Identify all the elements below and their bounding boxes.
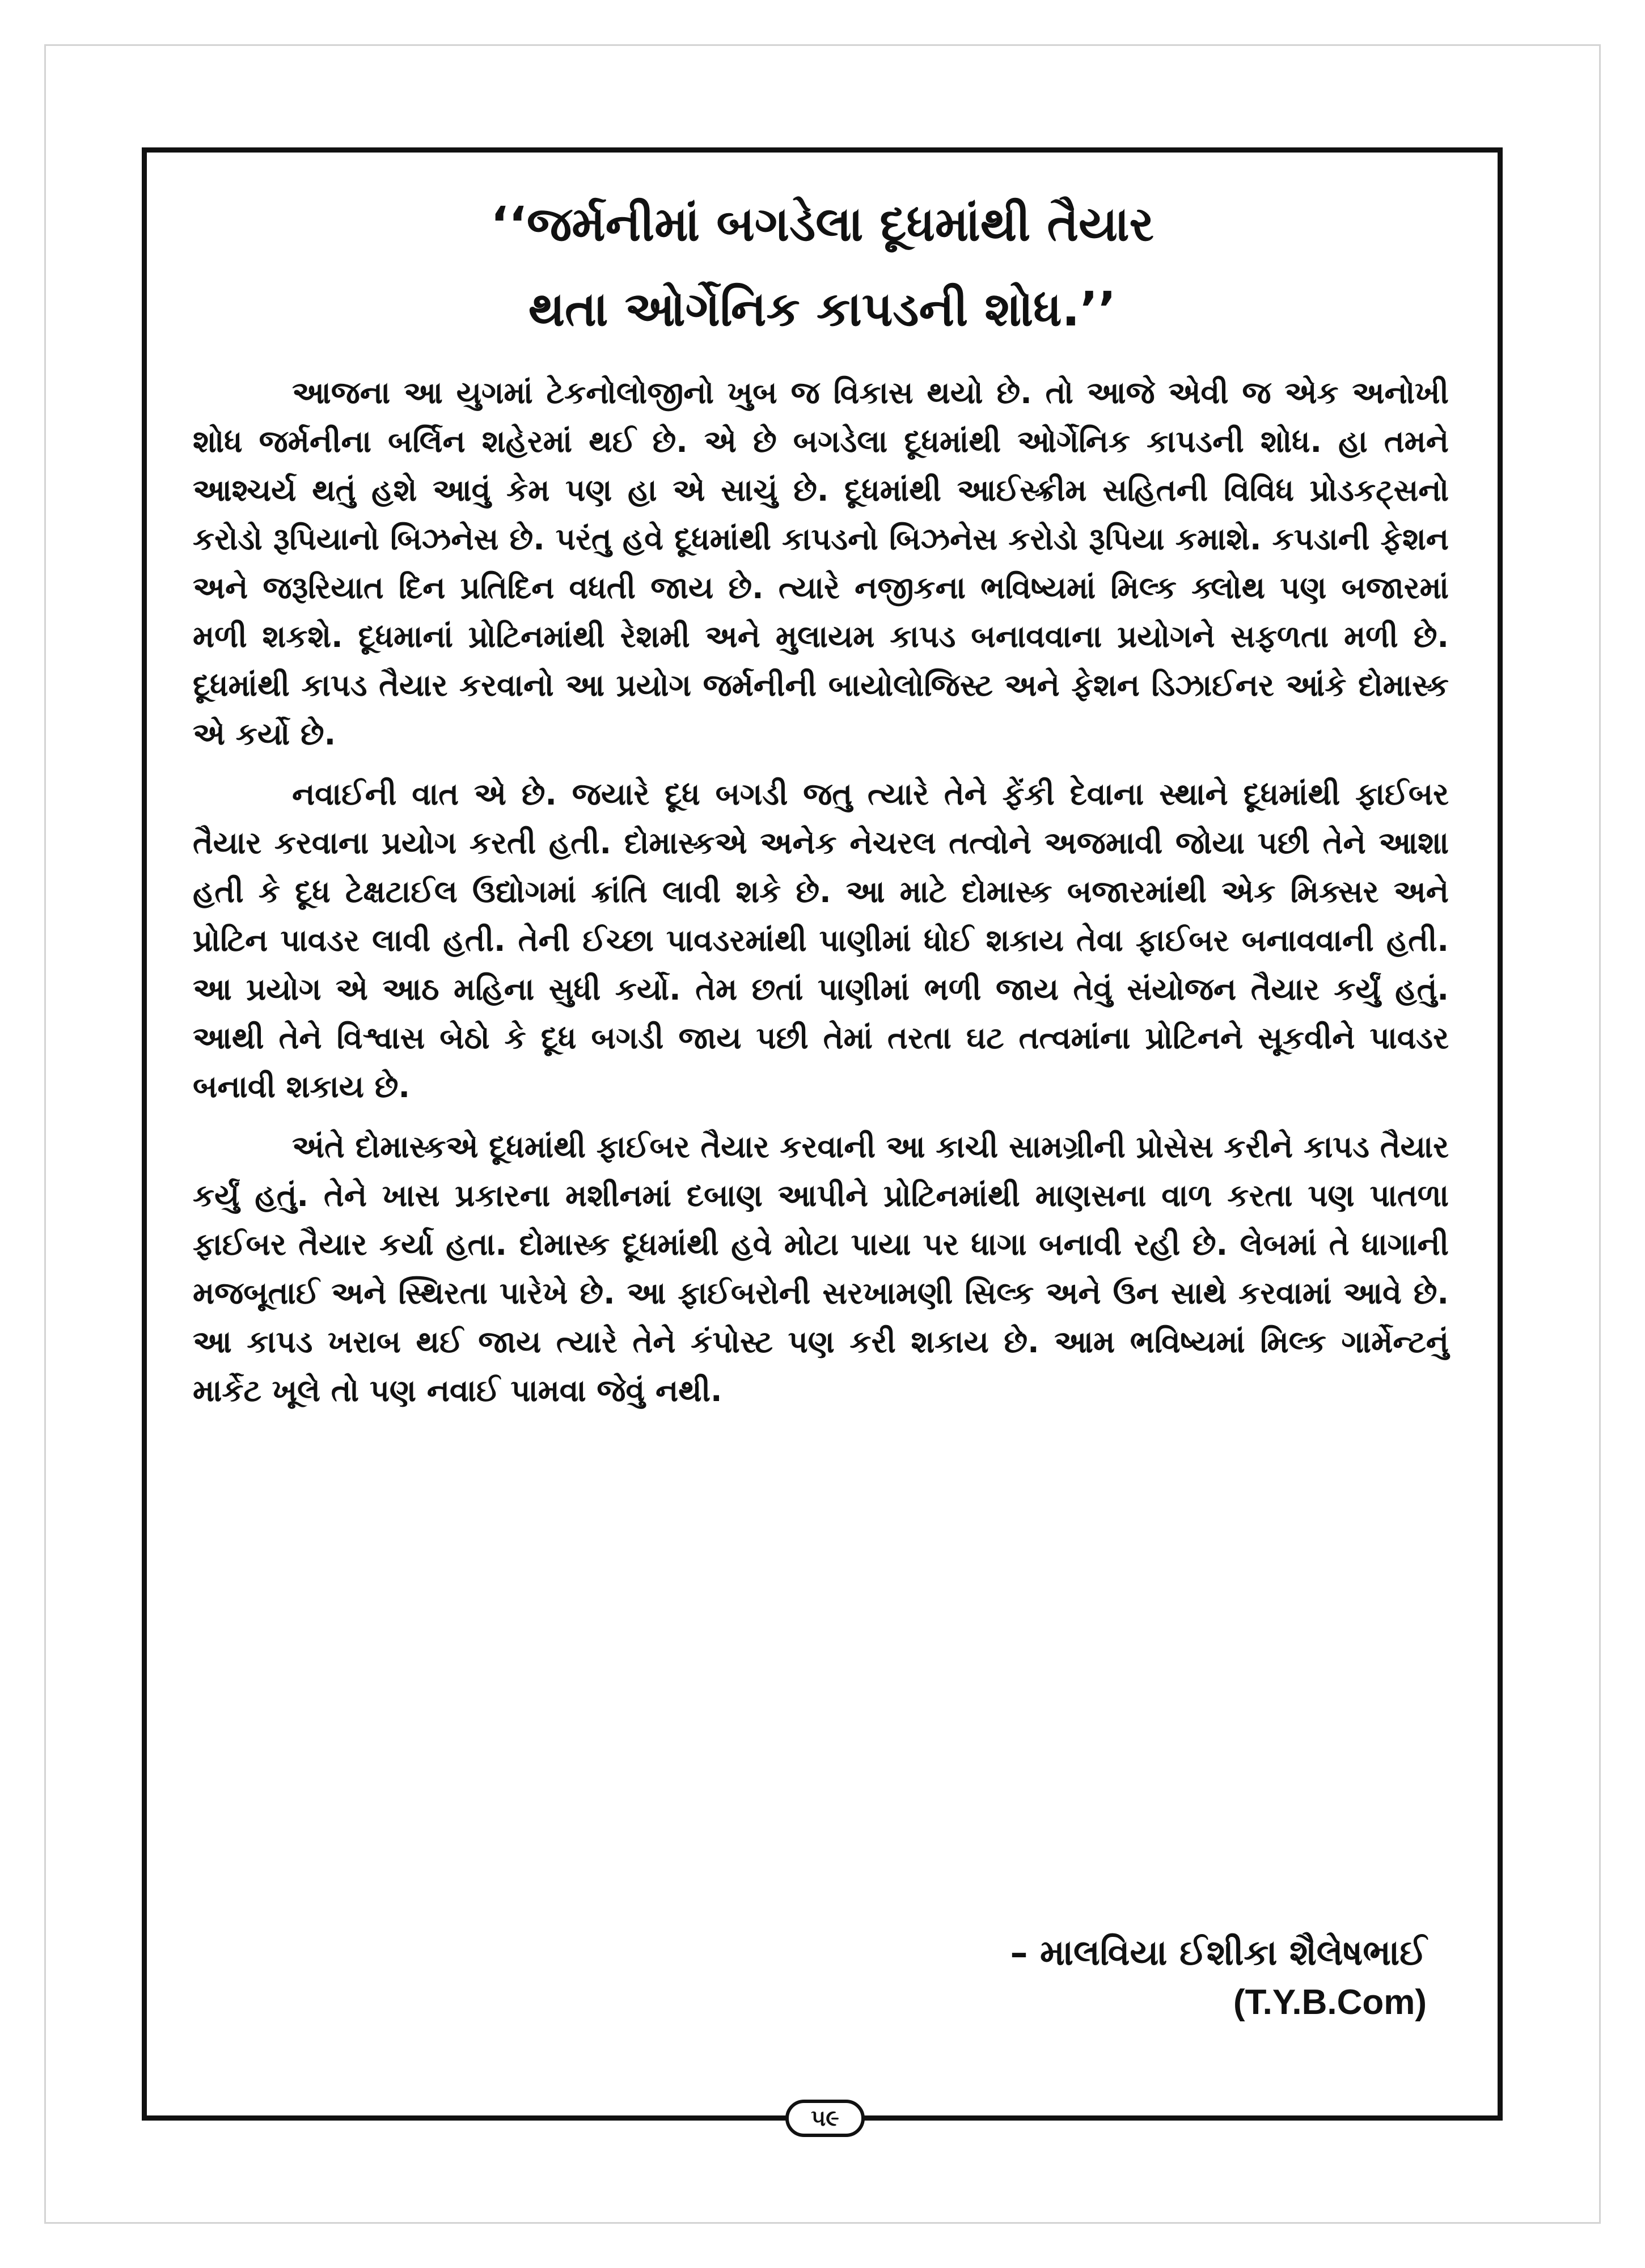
author-course: (T.Y.B.Com) <box>1233 1983 1427 2022</box>
article-title <box>147 181 1497 352</box>
article-title-line-2: થતા ઓર્ગેનિક કાપડની શોધ.’’ <box>528 281 1117 337</box>
article-body <box>193 369 1449 1427</box>
author-signature <box>1010 1928 1427 2028</box>
paragraph-1: આજના આ યુગમાં ટેકનોલોજીનો ખુબ જ વિકાસ થયો છે. તો આજે એવી જ એક અનોખી શોધ જર્મનીના બર્લિન શહેરમાં થઈ છે. એ છે બગડેલા દૂધમાંથી ઓર્ગેનિક કાપડની શોધ. હા તમને આશ્ચર્ય થતું હશે આવું કેમ પણ હા એ સાચું છે. દૂધમાંથી આઈસ્ક્રીમ સહિતની વિવિધ પ્રોડકટ્સનો કરોડો રૂપિયાનો બિઝનેસ છે. પરંતુ હવે દૂધમાંથી કાપડનો બિઝનેસ કરોડો રૂપિયા કમાશે. કપડાની ફેશન અને જરૂરિયાત દિન પ્રતિદિન વધતી જાય છે. ત્યારે નજીકના ભવિષ્યમાં મિલ્ક ક્લોથ પણ બજારમાં મળી શકશે. દૂધમાનાં પ્રોટિનમાંથી રેશમી અને મુલાયમ કાપડ બનાવવાના પ્રયોગને સફળતા મળી છે. દૂધમાંથી કાપડ તૈયાર કરવાનો આ પ્રયોગ જર્મનીની બાયોલોજિસ્ટ અને ફેશન ડિઝાઈનર આંકે દોમાસ્ક એ કર્યો છે. <box>193 375 1449 752</box>
author-name: – માલવિયા ઈશીકા શૈલેષભાઈ <box>1010 1932 1427 1973</box>
paragraph-2: નવાઈની વાત એ છે. જયારે દૂધ બગડી જતુ ત્યારે તેને ફેંકી દેવાના સ્થાને દૂધમાંથી ફાઈબર તૈયાર કરવાના પ્રયોગ કરતી હતી. દોમાસ્કએ અનેક નેચરલ તત્વોને અજમાવી જોયા પછી તેને આશા હતી કે દૂધ ટેક્ષટાઈલ ઉદ્યોગમાં ક્રાંતિ લાવી શકે છે. આ માટે દોમાસ્ક બજારમાંથી એક મિક્સર અને પ્રોટિન પાવડર લાવી હતી. તેની ઈચ્છા પાવડરમાંથી પાણીમાં ધોઈ શકાય તેવા ફાઈબર બનાવવાની હતી. આ પ્રયોગ એ આઠ મહિના સુધી કર્યો. તેમ છતાં પાણીમાં ભળી જાય તેવું સંયોજન તૈયાર કર્યું હતું. આથી તેને વિશ્વાસ બેઠો કે દૂધ બગડી જાય પછી તેમાં તરતા ઘટ તત્વમાંના પ્રોટિનને સૂકવીને પાવડર બનાવી શકાય છે. <box>193 776 1449 1105</box>
paragraph-3: અંતે દોમાસ્કએ દૂધમાંથી ફાઈબર તૈયાર કરવાની આ કાચી સામગ્રીની પ્રોસેસ કરીને કાપડ તૈયાર કર્યું હતું. તેને ખાસ પ્રકારના મશીનમાં દબાણ આપીને પ્રોટિનમાંથી માણસના વાળ કરતા પણ પાતળા ફાઈબર તૈયાર કર્યા હતા. દોમાસ્ક દૂધમાંથી હવે મોટા પાયા પર ધાગા બનાવી રહી છે. લેબમાં તે ધાગાની મજબૂતાઈ અને સ્થિરતા પારેખે છે. આ ફાઈબરોની સરખામણી સિલ્ક અને ઉન સાથે કરવામાં આવે છે. આ કાપડ ખરાબ થઈ જાય ત્યારે તેને કંપોસ્ટ પણ કરી શકાય છે. આમ ભવિષ્યમાં મિલ્ક ગાર્મેન્ટનું માર્કેટ ખૂલે તો પણ નવાઈ પામવા જેવું નથી. <box>193 1129 1449 1408</box>
page-number-badge: ૫૯ <box>785 2100 865 2137</box>
article-title-line-1: ‘‘જર્મનીમાં બગડેલા દૂધમાંથી તૈયાર <box>490 196 1154 252</box>
